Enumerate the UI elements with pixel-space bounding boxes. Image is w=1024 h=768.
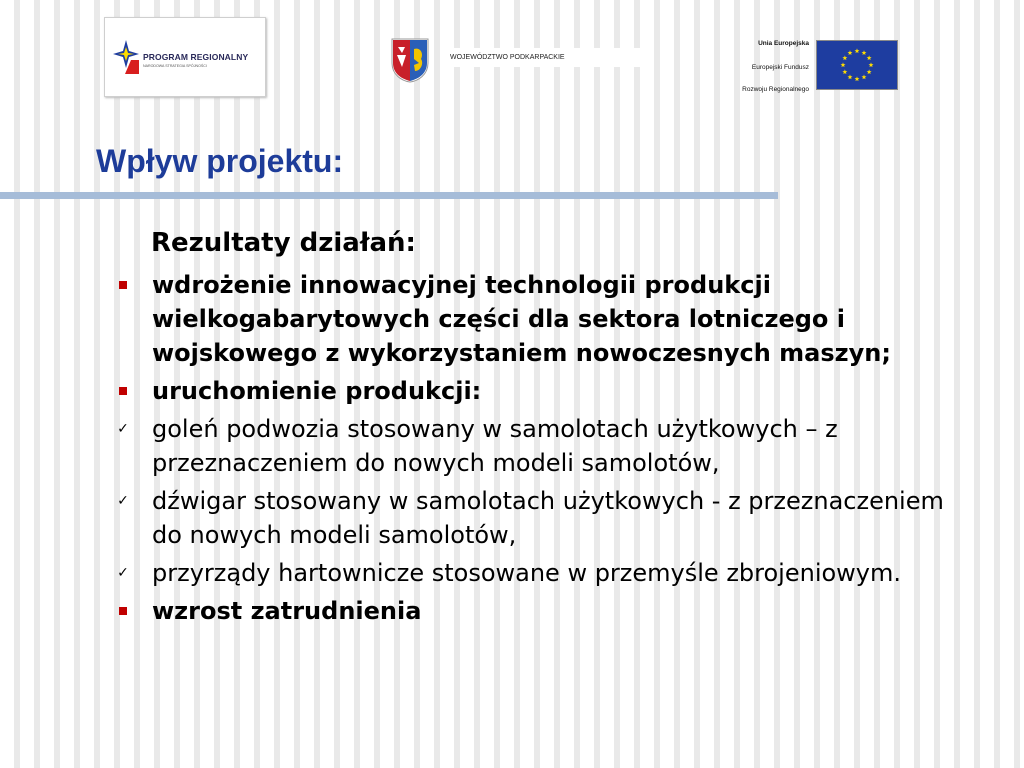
- square-bullet-icon: [115, 594, 131, 628]
- checkmark-icon: ✓: [117, 565, 129, 581]
- eu-label-regional: Rozwoju Regionalnego: [742, 86, 809, 93]
- voivodeship-label: WOJEWÓDZTWO PODKARPACKIE: [444, 48, 651, 67]
- list-item: [0, 556, 1024, 590]
- square-bullet-icon: [115, 268, 131, 302]
- list-item: [0, 268, 1024, 370]
- list-item: [0, 412, 1024, 480]
- eu-flag-icon: [816, 40, 898, 90]
- list-item-text: dźwigar stosowany w samolotach użytkowych - z przeznaczeniem do nowych modeli samolotów,: [152, 487, 944, 549]
- list-item-text: wzrost zatrudnienia: [152, 597, 422, 625]
- checkmark-icon: ✓: [117, 493, 129, 509]
- square-bullet-icon: [115, 374, 131, 408]
- program-star-icon: [111, 34, 141, 80]
- section-heading: Rezultaty działań:: [151, 228, 416, 258]
- program-logo-subtitle: NARODOWA STRATEGIA SPÓJNOŚCI: [143, 64, 207, 68]
- list-item-text: uruchomienie produkcji:: [152, 377, 482, 405]
- program-logo-name: PROGRAM REGIONALNY: [143, 52, 249, 62]
- podkarpackie-crest-icon: [390, 37, 430, 83]
- eu-label-union: Unia Europejska: [758, 40, 809, 47]
- list-item: [0, 484, 1024, 552]
- program-regionalny-logo: [104, 17, 266, 97]
- checkmark-icon: ✓: [117, 421, 129, 437]
- list-item: [0, 374, 1024, 408]
- slide-content: [0, 222, 1024, 628]
- title-divider: [0, 192, 778, 199]
- list-item-text: przyrządy hartownicze stosowane w przemyśle zbrojeniowym.: [152, 559, 902, 587]
- list-item-text: wdrożenie innowacyjnej technologii produkcji wielkogabarytowych części dla sektora lotniczego i wojskowego z wykorzystaniem nowoczesnych maszyn;: [152, 271, 891, 367]
- list-item: [0, 594, 1024, 628]
- eu-label-fund: Europejski Fundusz: [751, 64, 809, 71]
- list-item-text: goleń podwozia stosowany w samolotach użytkowych – z przeznaczeniem do nowych modeli samolotów,: [152, 415, 838, 477]
- slide-title: Wpływ projektu:: [96, 143, 344, 179]
